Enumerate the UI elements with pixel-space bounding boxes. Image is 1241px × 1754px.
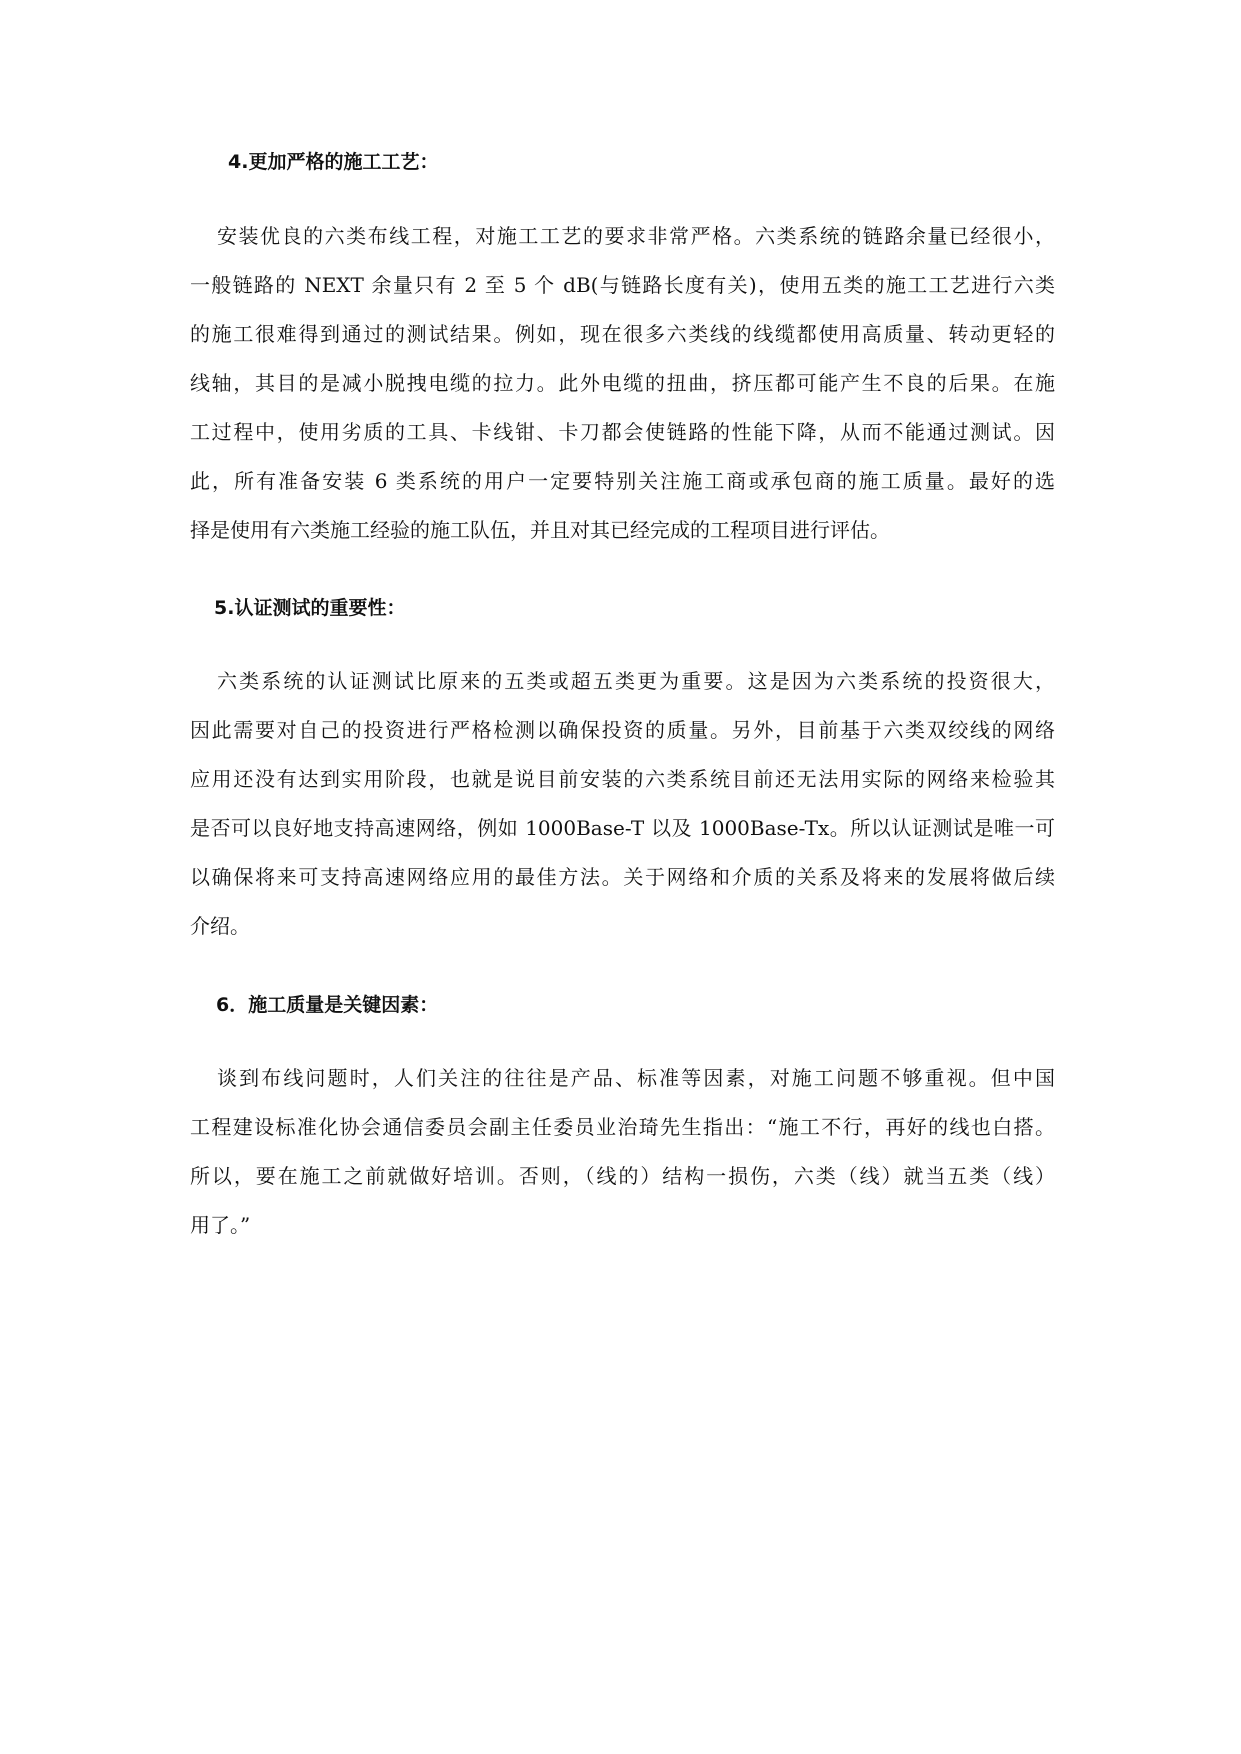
paragraph-line: 的施工很难得到通过的测试结果。例如，现在很多六类线的线缆都使用高质量、转动更轻的 (190, 322, 1055, 346)
paragraph-line: 用了。” (190, 1213, 251, 1237)
section-heading-6: 6．施工质量是关键因素： (216, 994, 439, 1016)
paragraph-line: 工过程中，使用劣质的工具、卡线钳、卡刀都会使链路的性能下降，从而不能通过测试。因 (190, 420, 1055, 444)
paragraph-line: 以确保将来可支持高速网络应用的最佳方法。关于网络和介质的关系及将来的发展将做后续 (190, 865, 1055, 889)
paragraph-line: 介绍。 (190, 914, 250, 938)
paragraph-line: 一般链路的 NEXT 余量只有 2 至 5 个 dB(与链路长度有关)，使用五类的施工工艺进行六类 (190, 273, 1055, 297)
paragraph-line: 此，所有准备安装 6 类系统的用户一定要特别关注施工商或承包商的施工质量。最好的选 (190, 469, 1055, 493)
paragraph-line: 是否可以良好地支持高速网络，例如 1000Base-T 以及 1000Base-Tx。所以认证测试是唯一可 (190, 816, 1055, 840)
paragraph-line: 六类系统的认证测试比原来的五类或超五类更为重要。这是因为六类系统的投资很大， (217, 669, 1055, 693)
paragraph-line: 因此需要对自己的投资进行严格检测以确保投资的质量。另外，目前基于六类双绞线的网络 (190, 718, 1055, 742)
paragraph-line: 线轴，其目的是减小脱拽电缆的拉力。此外电缆的扭曲，挤压都可能产生不良的后果。在施 (190, 371, 1055, 395)
section-heading-5: 5.认证测试的重要性： (214, 597, 406, 619)
section-heading-4: 4.更加严格的施工工艺： (228, 151, 439, 173)
paragraph-line: 所以，要在施工之前就做好培训。否则，（线的）结构一损伤，六类（线）就当五类（线） (190, 1164, 1055, 1188)
paragraph-line: 安装优良的六类布线工程，对施工工艺的要求非常严格。六类系统的链路余量已经很小， (217, 224, 1055, 248)
paragraph-line: 工程建设标准化协会通信委员会副主任委员业治琦先生指出：“施工不行，再好的线也白搭。 (190, 1115, 1055, 1139)
paragraph-line: 谈到布线问题时，人们关注的往往是产品、标准等因素，对施工问题不够重视。但中国 (217, 1066, 1055, 1090)
paragraph-line: 应用还没有达到实用阶段，也就是说目前安装的六类系统目前还无法用实际的网络来检验其 (190, 767, 1055, 791)
paragraph-line: 择是使用有六类施工经验的施工队伍，并且对其已经完成的工程项目进行评估。 (190, 518, 890, 542)
